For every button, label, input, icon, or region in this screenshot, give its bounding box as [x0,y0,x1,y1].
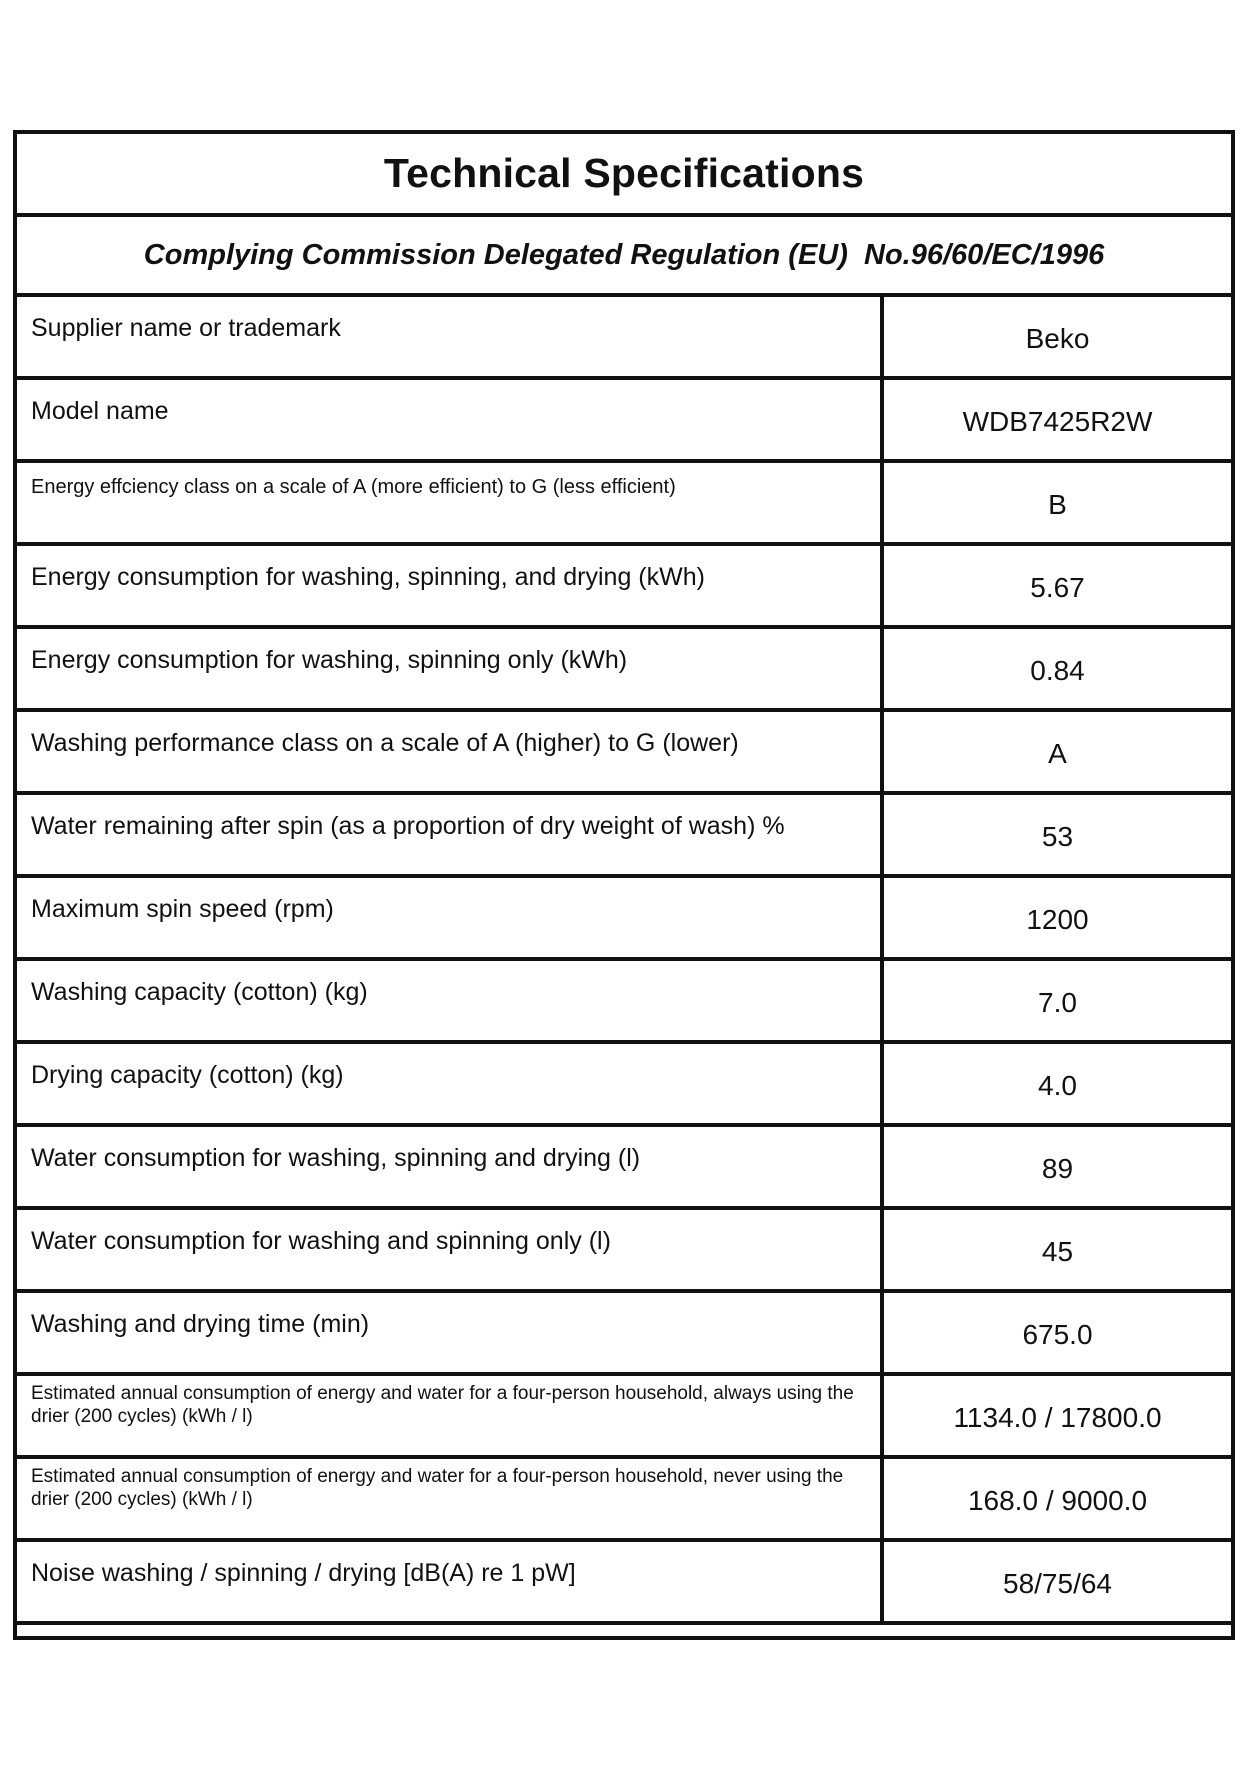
spec-label: Energy consumption for washing, spinning, and drying (kWh) [17,546,884,625]
spec-value: 0.84 [1030,654,1085,686]
spec-label: Drying capacity (cotton) (kg) [17,1044,884,1123]
page-title: Technical Specifications [17,134,1231,217]
spec-label: Noise washing / spinning / drying [dB(A) re 1 pW] [17,1542,884,1621]
spec-label: Energy effciency class on a scale of A (more efficient) to G (less efficient) [17,463,884,542]
spec-label: Washing capacity (cotton) (kg) [17,961,884,1040]
spec-label: Washing and drying time (min) [17,1293,884,1372]
spec-label: Energy consumption for washing, spinning only (kWh) [17,629,884,708]
spec-label: Model name [17,380,884,459]
spec-label: Estimated annual consumption of energy and water for a four-person household, always using the drier (200 cycles) (kWh / l) [17,1376,884,1455]
spec-row-water-remaining [17,795,1231,878]
spec-row-energy-class [17,463,1231,546]
spec-row-energy-wash-dry [17,546,1231,629]
regulation-subtitle: Complying Commission Delegated Regulation (EU) No.96/60/EC/1996 [17,217,1231,297]
spec-row-spin-speed [17,878,1231,961]
empty-footer-row [17,1569,1231,1636]
spec-row-supplier [17,297,1231,380]
spec-row-energy-wash-only [17,629,1231,712]
spec-label: Water consumption for washing, spinning and drying (l) [17,1127,884,1206]
spec-value: 58/75/64 [1003,1567,1112,1599]
spec-row-wash-dry-time [17,1293,1231,1376]
spec-label: Water remaining after spin (as a proportion of dry weight of wash) % [17,795,884,874]
spec-label: Water consumption for washing and spinning only (l) [17,1210,884,1289]
spec-row-model [17,380,1231,463]
spec-row-washing-performance [17,712,1231,795]
spec-row-annual-with-drier [17,1376,1231,1459]
spec-value: Beko [1025,322,1090,354]
spec-sheet [13,130,1235,1640]
spec-label: Maximum spin speed (rpm) [17,878,884,957]
spec-row-water-wash-only [17,1210,1231,1293]
spec-value: 5.67 [1030,571,1085,603]
spec-label: Estimated annual consumption of energy and water for a four-person household, never using the drier (200 cycles) (kWh / l) [17,1459,884,1538]
spec-value: 4.0 [1038,1069,1077,1101]
spec-value: A [1048,737,1067,769]
spec-row-drying-capacity [17,1044,1231,1127]
spec-value: 89 [1041,1152,1074,1184]
spec-value: 675.0 [1022,1318,1093,1350]
spec-value: WDB7425R2W [962,405,1153,437]
spec-value: 53 [1041,820,1074,852]
spec-row-annual-without-drier [17,1459,1231,1542]
spec-value: 7.0 [1038,986,1077,1018]
spec-row-water-wash-dry [17,1127,1231,1210]
spec-value: 1134.0 / 17800.0 [953,1401,1162,1433]
spec-label: Supplier name or trademark [17,297,884,376]
spec-value: B [1048,488,1067,520]
spec-value: 1200 [1026,903,1089,935]
spec-table [17,297,1231,1625]
spec-value: 45 [1041,1235,1074,1267]
spec-row-washing-capacity [17,961,1231,1044]
spec-value: 168.0 / 9000.0 [967,1484,1148,1516]
spec-label: Washing performance class on a scale of A (higher) to G (lower) [17,712,884,791]
